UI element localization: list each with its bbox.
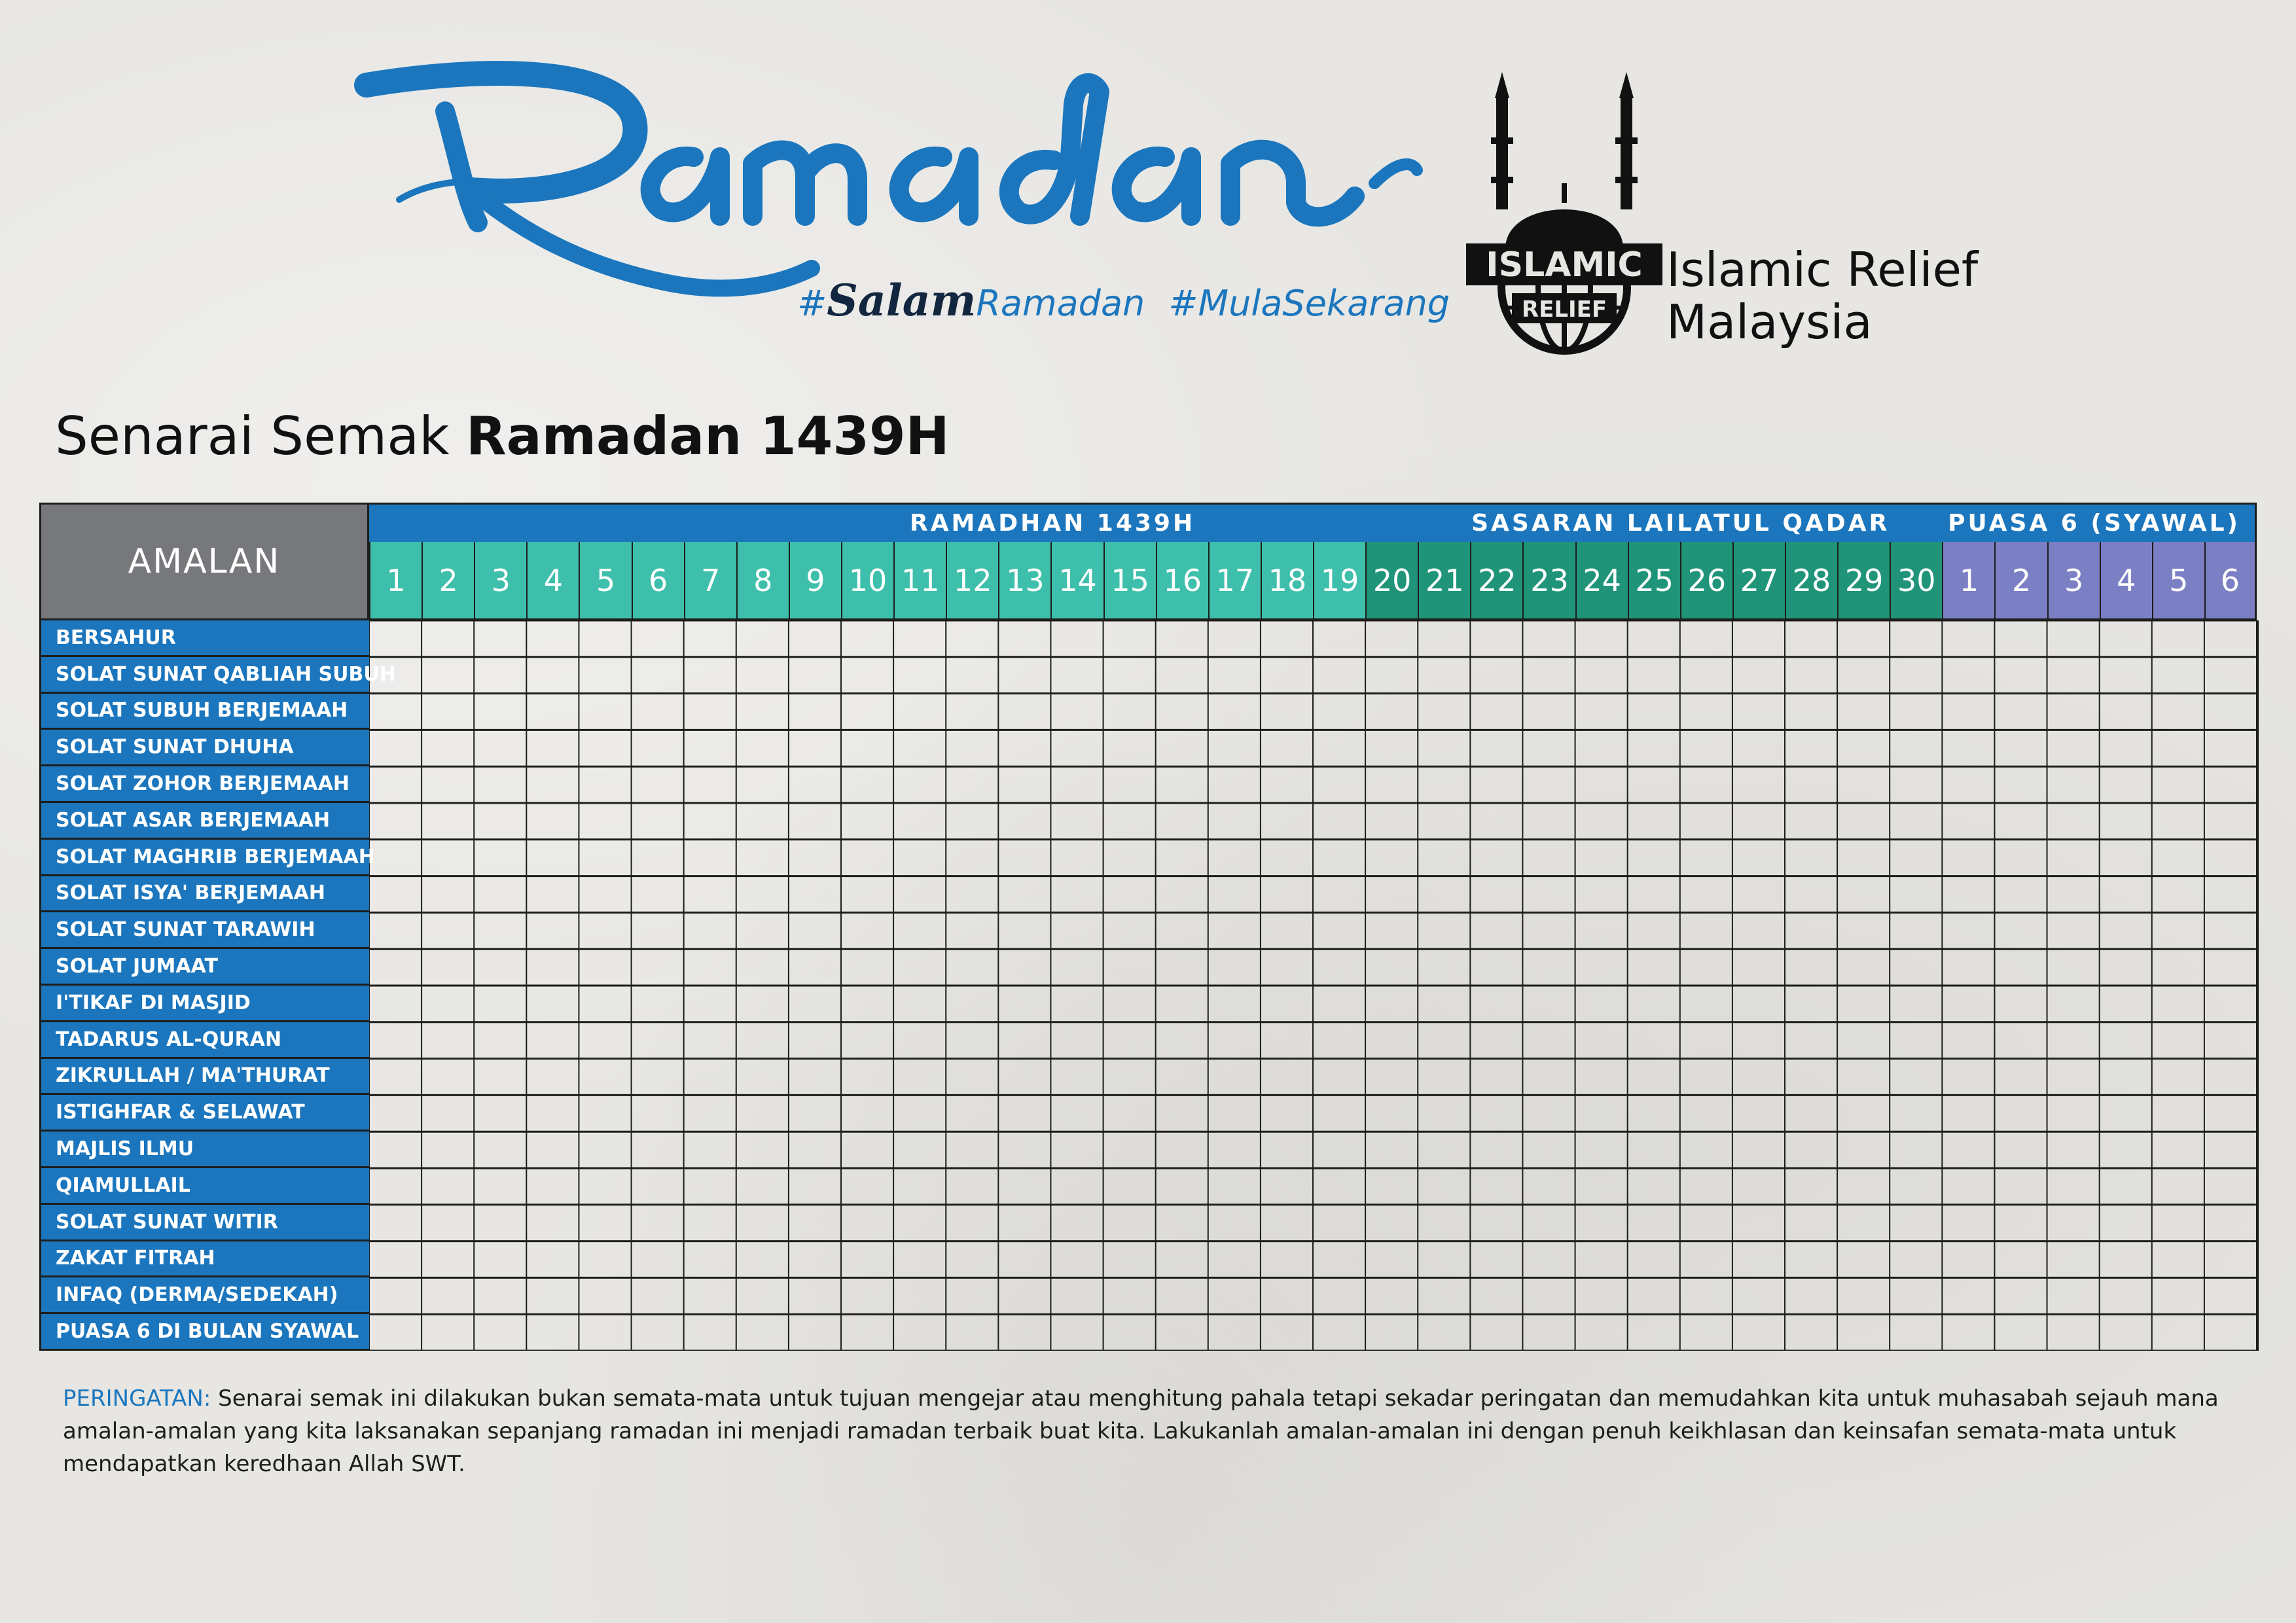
day-header-ramadan-12: 12 <box>946 542 998 620</box>
day-header-syawal-5: 5 <box>2152 542 2204 620</box>
footnote-text: Senarai semak ini dilakukan bukan semata-mata untuk tujuan mengejar atau menghitung pahala tetapi sekadar peringatan dan memudahkan kita untuk muhasabah sejauh mana amalan-amalan yang kita laksanakan sepanjang ramadan ini menjadi ramadan terbaik buat kita. Lakukanlah amalan-amalan ini dengan penuh keikhlasan dan keinsafan semata-mata untuk mendapatkan keredhaan Allah SWT. <box>63 1385 2219 1477</box>
day-header-qadar-29: 29 <box>1837 542 1890 620</box>
hashtag-salam-prefix: # <box>797 283 827 324</box>
hashtag-mula: #MulaSekarang <box>1168 283 1450 324</box>
hashtags <box>797 275 1450 326</box>
row-label: SOLAT ZOHOR BERJEMAAH <box>39 766 369 803</box>
row-label: PUASA 6 DI BULAN SYAWAL <box>39 1314 369 1351</box>
page-title <box>55 406 950 467</box>
row-label: SOLAT ASAR BERJEMAAH <box>39 803 369 840</box>
row-label: INFAQ (DERMA/SEDEKAH) <box>39 1277 369 1314</box>
day-header-ramadan-11: 11 <box>893 542 946 620</box>
hashtag-salam-suffix: Ramadan <box>976 283 1145 324</box>
org-name-line1: Islamic Relief <box>1666 242 1979 297</box>
islamic-relief-logo <box>1466 72 1662 360</box>
row-label: SOLAT SUNAT WITIR <box>39 1205 369 1241</box>
day-header-qadar-20: 20 <box>1365 542 1418 620</box>
day-header-qadar-28: 28 <box>1785 542 1837 620</box>
row-label: SOLAT SUBUH BERJEMAAH <box>39 694 369 730</box>
header <box>0 0 2296 393</box>
day-header-ramadan-9: 9 <box>789 542 841 620</box>
day-header-qadar-22: 22 <box>1470 542 1522 620</box>
row-label: BERSAHUR <box>39 620 369 657</box>
band-header-2: SASARAN LAILATUL QADAR <box>1365 503 1942 542</box>
day-header-ramadan-18: 18 <box>1261 542 1313 620</box>
day-header-ramadan-2: 2 <box>422 542 474 620</box>
day-header-ramadan-16: 16 <box>1156 542 1208 620</box>
day-header-qadar-26: 26 <box>1680 542 1732 620</box>
day-header-ramadan-15: 15 <box>1103 542 1156 620</box>
day-header-ramadan-7: 7 <box>684 542 736 620</box>
row-label: TADARUS AL-QURAN <box>39 1022 369 1059</box>
logo-text-top: ISLAMIC <box>1486 245 1643 285</box>
row-label: ZIKRULLAH / MA'THURAT <box>39 1059 369 1096</box>
day-header-ramadan-8: 8 <box>736 542 789 620</box>
day-header-qadar-23: 23 <box>1522 542 1575 620</box>
day-header-ramadan-13: 13 <box>998 542 1050 620</box>
day-header-qadar-30: 30 <box>1890 542 1942 620</box>
org-name-line2: Malaysia <box>1666 294 1873 349</box>
checklist-table <box>39 503 2257 1351</box>
day-header-ramadan-3: 3 <box>474 542 526 620</box>
day-header-qadar-25: 25 <box>1628 542 1680 620</box>
footnote-label: PERINGATAN: <box>63 1385 211 1412</box>
row-label: ZAKAT FITRAH <box>39 1241 369 1278</box>
logo-text-bottom: RELIEF <box>1521 296 1607 323</box>
day-header-qadar-24: 24 <box>1575 542 1628 620</box>
day-header-syawal-4: 4 <box>2100 542 2152 620</box>
row-label: SOLAT JUMAAT <box>39 949 369 986</box>
day-header-ramadan-6: 6 <box>632 542 684 620</box>
row-label: SOLAT SUNAT TARAWIH <box>39 912 369 949</box>
row-label: SOLAT MAGHRIB BERJEMAAH <box>39 840 369 876</box>
day-header-ramadan-5: 5 <box>579 542 631 620</box>
day-header-ramadan-10: 10 <box>841 542 893 620</box>
day-header-syawal-3: 3 <box>2047 542 2100 620</box>
day-header-qadar-21: 21 <box>1418 542 1470 620</box>
row-label: SOLAT ISYA' BERJEMAAH <box>39 876 369 913</box>
row-label: MAJLIS ILMU <box>39 1132 369 1168</box>
day-header-syawal-6: 6 <box>2204 542 2257 620</box>
day-header-syawal-2: 2 <box>1994 542 2047 620</box>
day-header-ramadan-19: 19 <box>1313 542 1365 620</box>
band-header-1: RAMADHAN 1439H <box>369 503 1365 542</box>
day-header-ramadan-4: 4 <box>526 542 579 620</box>
page-title-bold: Ramadan 1439H <box>466 406 950 467</box>
page-title-prefix: Senarai Semak <box>55 406 467 467</box>
ramadan-title-logo <box>353 26 1427 314</box>
day-header-ramadan-17: 17 <box>1208 542 1261 620</box>
org-name <box>1666 243 1978 348</box>
day-header-ramadan-14: 14 <box>1050 542 1103 620</box>
day-header-ramadan-1: 1 <box>369 542 422 620</box>
row-label: QIAMULLAIL <box>39 1168 369 1205</box>
row-label: I'TIKAF DI MASJID <box>39 986 369 1022</box>
amalan-header: AMALAN <box>39 503 369 620</box>
checkbox-grid[interactable] <box>369 620 2259 1351</box>
hashtag-salam: Salam <box>827 275 977 326</box>
day-header-syawal-1: 1 <box>1942 542 1994 620</box>
band-header-3: PUASA 6 (SYAWAL) <box>1942 503 2257 542</box>
day-header-qadar-27: 27 <box>1732 542 1785 620</box>
row-label: SOLAT SUNAT QABLIAH SUBUH <box>39 657 369 694</box>
row-label: ISTIGHFAR & SELAWAT <box>39 1095 369 1132</box>
footnote <box>63 1382 2236 1480</box>
row-label: SOLAT SUNAT DHUHA <box>39 730 369 766</box>
